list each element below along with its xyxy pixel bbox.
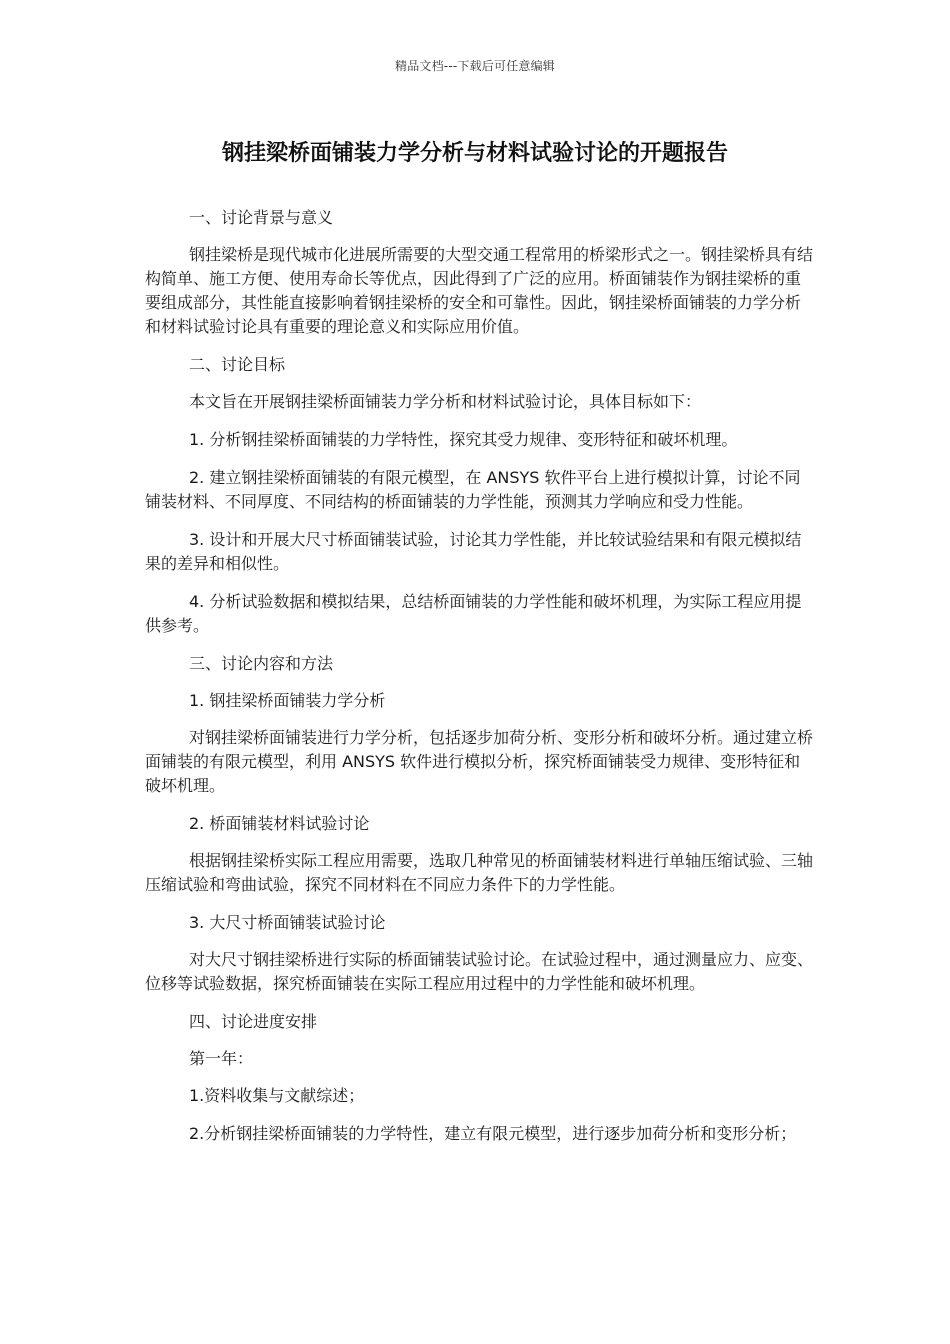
section-heading-content-methods: 三、讨论内容和方法	[189, 654, 334, 673]
paragraph-mechanics-analysis: 对钢挂梁桥面铺装进行力学分析，包括逐步加荷分析、变形分析和破坏分析。通过建立桥面铺装的有限元模型，利用 ANSYS 软件进行模拟分析，探究桥面铺装受力规律、变形特征和破坏机理。	[145, 728, 814, 795]
paragraph-background: 钢挂梁桥是现代城市化进展所需要的大型交通工程常用的桥梁形式之一。钢挂梁桥具有结构简单、施工方便、使用寿命长等优点，因此得到了广泛的应用。桥面铺装作为钢挂梁桥的重要组成部分，其性能直接影响着钢挂梁桥的安全和可靠性。因此，钢挂梁桥面铺装的力学分析和材料试验讨论具有重要的理论意义和实际应用价值。	[145, 245, 814, 336]
subheading-large-scale-tests: 3. 大尺寸桥面铺装试验讨论	[189, 913, 386, 932]
section-heading-goals: 二、讨论目标	[189, 355, 286, 374]
document-title: 钢挂梁桥面铺装力学分析与材料试验讨论的开题报告	[221, 141, 728, 166]
schedule-item-2: 2.分析钢挂梁桥面铺装的力学特性，建立有限元模型，进行逐步加荷分析和变形分析；	[189, 1124, 797, 1143]
schedule-item-1: 1.资料收集与文献综述；	[189, 1086, 365, 1105]
section-heading-background: 一、讨论背景与意义	[189, 208, 334, 227]
schedule-year-one: 第一年：	[189, 1049, 254, 1068]
paragraph-goals-intro: 本文旨在开展钢挂梁桥面铺装力学分析和材料试验讨论，具体目标如下：	[189, 392, 702, 411]
subheading-material-tests: 2. 桥面铺装材料试验讨论	[189, 814, 370, 833]
document-body	[145, 206, 815, 1160]
paragraph-material-tests: 根据钢挂梁桥实际工程应用需要，选取几种常见的桥面铺装材料进行单轴压缩试验、三轴压缩试验和弯曲试验，探究不同材料在不同应力条件下的力学性能。	[145, 851, 814, 894]
header-note: 精品文档---下载后可任意编辑	[395, 59, 555, 73]
goal-item-4: 4. 分析试验数据和模拟结果，总结桥面铺装的力学性能和破坏机理，为实际工程应用提供参考。	[145, 592, 802, 635]
goal-item-2: 2. 建立钢挂梁桥面铺装的有限元模型，在 ANSYS 软件平台上进行模拟计算，讨论不同铺装材料、不同厚度、不同结构的桥面铺装的力学性能，预测其力学响应和受力性能。	[145, 468, 801, 511]
paragraph-large-scale-tests: 对大尺寸钢挂梁桥进行实际的桥面铺装试验讨论。在试验过程中，通过测量应力、应变、位移等试验数据，探究桥面铺装在实际工程应用过程中的力学性能和破坏机理。	[145, 950, 814, 993]
section-heading-schedule: 四、讨论进度安排	[189, 1012, 318, 1031]
goal-item-3: 3. 设计和开展大尺寸桥面铺装试验，讨论其力学性能，并比较试验结果和有限元模拟结果的差异和相似性。	[145, 530, 802, 573]
goal-item-1: 1. 分析钢挂梁桥面铺装的力学特性，探究其受力规律、变形特征和破坏机理。	[189, 430, 738, 449]
subheading-mechanics-analysis: 1. 钢挂梁桥面铺装力学分析	[189, 691, 386, 710]
